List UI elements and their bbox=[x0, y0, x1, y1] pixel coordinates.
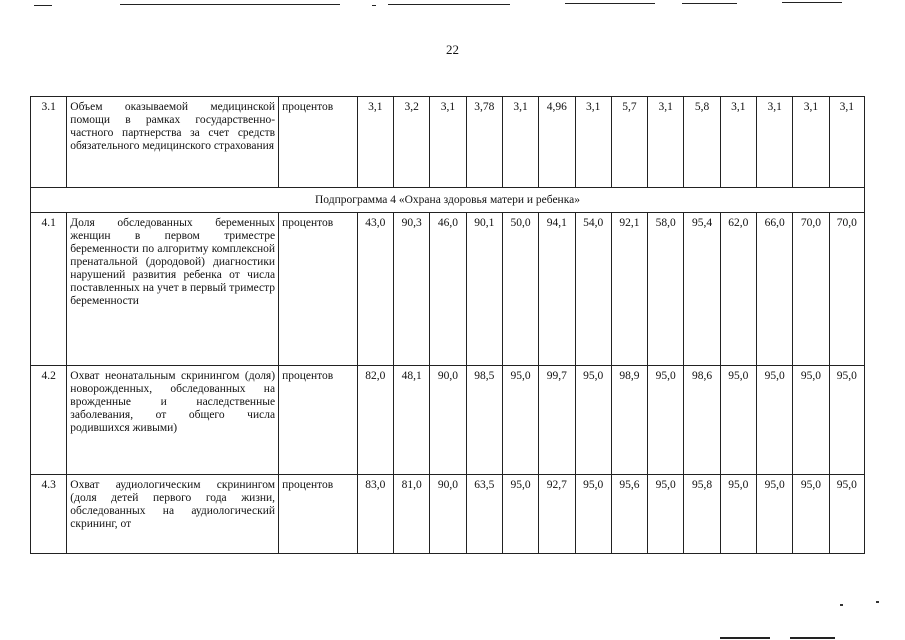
value-cell: 58,0 bbox=[648, 213, 684, 366]
value-cell: 43,0 bbox=[357, 213, 393, 366]
value-cell: 90,1 bbox=[466, 213, 502, 366]
value-cell: 3,1 bbox=[720, 97, 756, 188]
value-cell: 3,1 bbox=[430, 97, 466, 188]
value-cell: 95,0 bbox=[575, 366, 611, 475]
table-row bbox=[31, 213, 865, 366]
value-cell: 66,0 bbox=[756, 213, 792, 366]
scan-mark bbox=[782, 2, 842, 3]
table-row bbox=[31, 475, 865, 554]
value-cell: 95,0 bbox=[756, 475, 792, 554]
scan-mark bbox=[682, 3, 737, 4]
value-cell: 95,6 bbox=[611, 475, 647, 554]
value-cell: 98,9 bbox=[611, 366, 647, 475]
value-cell: 95,0 bbox=[720, 475, 756, 554]
value-cell: 98,5 bbox=[466, 366, 502, 475]
value-cell: 5,7 bbox=[611, 97, 647, 188]
value-cell: 95,4 bbox=[684, 213, 720, 366]
value-cell: 95,0 bbox=[720, 366, 756, 475]
value-cell: 62,0 bbox=[720, 213, 756, 366]
unit-cell: процентов bbox=[279, 475, 358, 554]
value-cell: 46,0 bbox=[430, 213, 466, 366]
indicators-table bbox=[30, 96, 865, 554]
indicator-description: Доля обследованных беременных женщин в первом триместре беременности по алгоритму комплексной пренатальной (дородовой) диагностики нарушений развития ребенка от числа поставленных на учет в первый триместр беременности bbox=[67, 213, 279, 366]
scan-mark bbox=[372, 5, 376, 6]
table-row bbox=[31, 366, 865, 475]
value-cell: 95,0 bbox=[575, 475, 611, 554]
value-cell: 3,78 bbox=[466, 97, 502, 188]
page-number: 22 bbox=[446, 42, 459, 57]
value-cell: 3,1 bbox=[502, 97, 538, 188]
value-cell: 3,2 bbox=[394, 97, 430, 188]
value-cell: 95,0 bbox=[793, 475, 829, 554]
value-cell: 3,1 bbox=[829, 97, 864, 188]
value-cell: 70,0 bbox=[793, 213, 829, 366]
unit-cell: процентов bbox=[279, 366, 358, 475]
value-cell: 54,0 bbox=[575, 213, 611, 366]
section-row bbox=[31, 188, 865, 213]
table-row bbox=[31, 97, 865, 188]
scan-mark bbox=[388, 4, 510, 5]
value-cell: 99,7 bbox=[539, 366, 575, 475]
value-cell: 95,0 bbox=[793, 366, 829, 475]
value-cell: 4,96 bbox=[539, 97, 575, 188]
indicator-description: Объем оказываемой медицинской помощи в рамках государственно-частного партнерства за счет средств обязательного медицинского страхования bbox=[67, 97, 279, 188]
value-cell: 94,1 bbox=[539, 213, 575, 366]
value-cell: 95,0 bbox=[756, 366, 792, 475]
value-cell: 95,0 bbox=[648, 366, 684, 475]
value-cell: 95,0 bbox=[502, 475, 538, 554]
scan-speck bbox=[876, 601, 879, 603]
value-cell: 95,0 bbox=[648, 475, 684, 554]
scan-mark bbox=[120, 4, 340, 5]
value-cell: 70,0 bbox=[829, 213, 864, 366]
value-cell: 95,8 bbox=[684, 475, 720, 554]
value-cell: 3,1 bbox=[575, 97, 611, 188]
scan-mark bbox=[720, 637, 770, 639]
scan-speck bbox=[840, 604, 843, 606]
section-title: Подпрограмма 4 «Охрана здоровья матери и ребенка» bbox=[31, 188, 865, 213]
value-cell: 83,0 bbox=[357, 475, 393, 554]
scan-mark bbox=[34, 5, 52, 6]
row-number: 3.1 bbox=[31, 97, 67, 188]
value-cell: 3,1 bbox=[793, 97, 829, 188]
value-cell: 95,0 bbox=[829, 366, 864, 475]
row-number: 4.2 bbox=[31, 366, 67, 475]
value-cell: 50,0 bbox=[502, 213, 538, 366]
value-cell: 95,0 bbox=[829, 475, 864, 554]
value-cell: 82,0 bbox=[357, 366, 393, 475]
value-cell: 48,1 bbox=[394, 366, 430, 475]
value-cell: 3,1 bbox=[756, 97, 792, 188]
scan-mark bbox=[565, 3, 655, 4]
value-cell: 95,0 bbox=[502, 366, 538, 475]
indicator-description: Охват аудиологическим скринингом (доля детей первого года жизни, обследованных на аудиологический скрининг, от bbox=[67, 475, 279, 554]
value-cell: 3,1 bbox=[648, 97, 684, 188]
table-body bbox=[31, 97, 865, 554]
unit-cell: процентов bbox=[279, 97, 358, 188]
value-cell: 63,5 bbox=[466, 475, 502, 554]
row-number: 4.3 bbox=[31, 475, 67, 554]
row-number: 4.1 bbox=[31, 213, 67, 366]
value-cell: 98,6 bbox=[684, 366, 720, 475]
scan-mark bbox=[790, 637, 835, 639]
value-cell: 5,8 bbox=[684, 97, 720, 188]
value-cell: 90,0 bbox=[430, 366, 466, 475]
unit-cell: процентов bbox=[279, 213, 358, 366]
value-cell: 92,1 bbox=[611, 213, 647, 366]
value-cell: 90,3 bbox=[394, 213, 430, 366]
value-cell: 90,0 bbox=[430, 475, 466, 554]
indicator-description: Охват неонатальным скринингом (доля) новорожденных, обследованных на врожденные и наследственные заболевания, от общего числа родившихся живыми) bbox=[67, 366, 279, 475]
value-cell: 92,7 bbox=[539, 475, 575, 554]
value-cell: 81,0 bbox=[394, 475, 430, 554]
value-cell: 3,1 bbox=[357, 97, 393, 188]
